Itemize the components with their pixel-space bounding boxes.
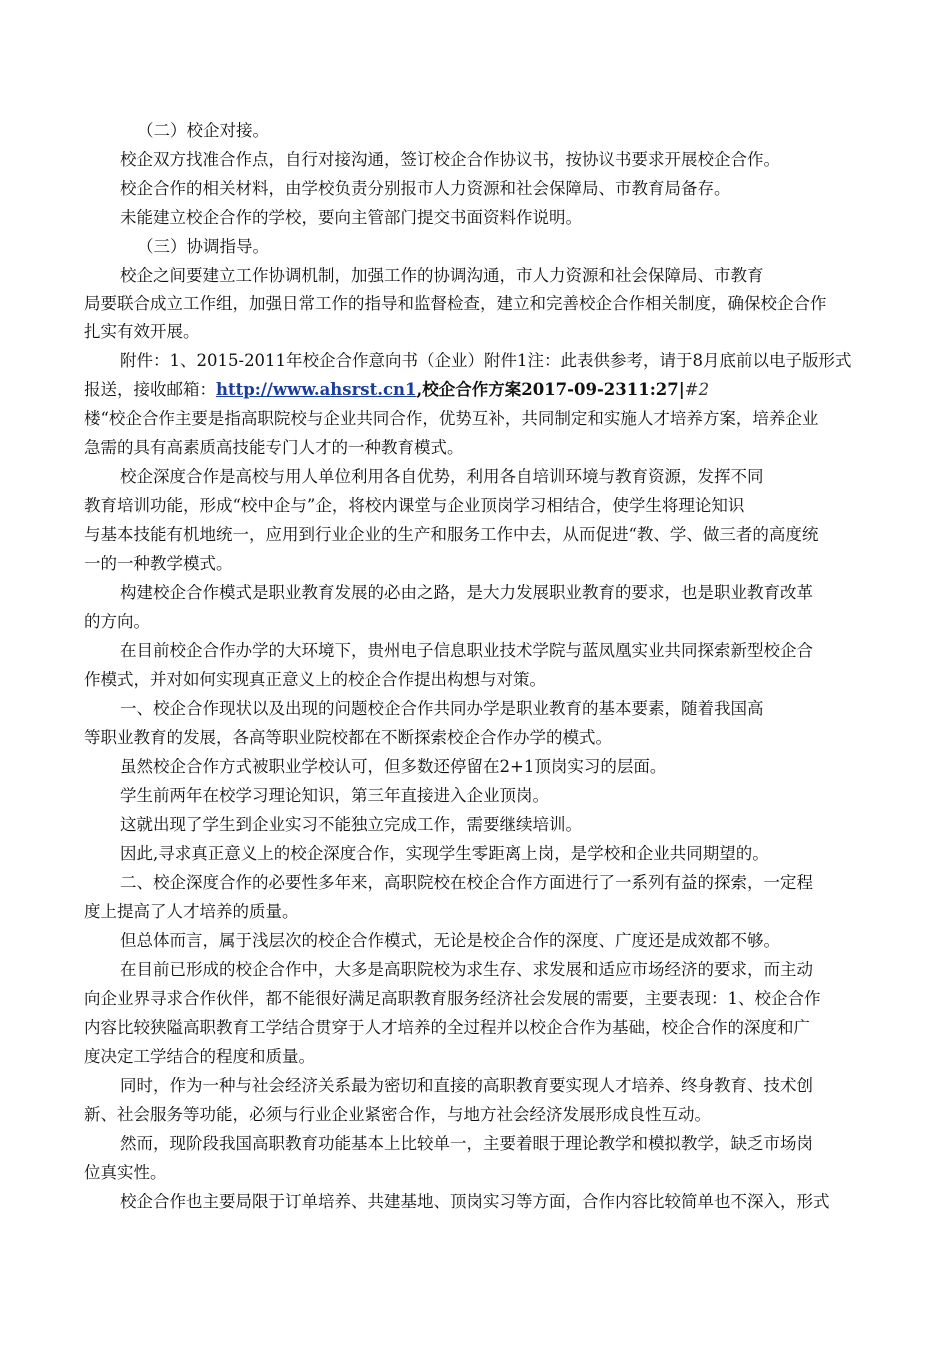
paragraph-line: 位真实性。 <box>84 1163 167 1182</box>
attachment-line: 附件：1、2015-2011年校企合作意向书（企业）附件1注：此表供参考，请于8月底前以电子版形式 <box>120 351 852 370</box>
paragraph-line: 校企双方找准合作点，自行对接沟通，签订校企合作协议书，按协议书要求开展校企合作。 <box>120 150 780 169</box>
paragraph-line: 同时，作为一种与社会经济关系最为密切和直接的高职教育要实现人才培养、终身教育、技术创 <box>120 1076 813 1095</box>
paragraph-line: 二、校企深度合作的必要性多年来，高职院校在校企合作方面进行了一系列有益的探索，一定程 <box>120 873 813 892</box>
paragraph-line: 度决定工学结合的程度和质量。 <box>84 1047 315 1066</box>
paragraph-line: 学生前两年在校学习理论知识，第三年直接进入企业顶岗。 <box>120 786 549 805</box>
paragraph-line: 校企深度合作是高校与用人单位利用各自优势，利用各自培训环境与教育资源，发挥不同 <box>120 467 764 486</box>
paragraph-line: 这就出现了学生到企业实习不能独立完成工作，需要继续培训。 <box>120 815 582 834</box>
email-link[interactable]: http://www.ahsrst.cn1 <box>216 380 417 399</box>
paragraph-line: 虽然校企合作方式被职业学校认可，但多数还停留在2+1顶岗实习的层面。 <box>120 757 667 776</box>
section-heading-2: （二）校企对接。 <box>137 121 269 140</box>
paragraph-line: 局要联合成立工作组，加强日常工作的指导和监督检查，建立和完善校企合作相关制度，确保校企合作 <box>84 294 827 313</box>
email-prefix: 报送，接收邮箱： <box>84 380 216 399</box>
paragraph-line: 构建校企合作模式是职业教育发展的必由之路，是大力发展职业教育的要求，也是职业教育改革 <box>120 583 813 602</box>
email-line <box>84 380 709 400</box>
paragraph-line: 校企合作也主要局限于订单培养、共建基地、顶岗实习等方面，合作内容比较简单也不深入，形式 <box>120 1192 830 1211</box>
paragraph-line: 新、社会服务等功能，必须与行业企业紧密合作，与地方社会经济发展形成良性互动。 <box>84 1105 711 1124</box>
paragraph-line: 一、校企合作现状以及出现的问题校企合作共同办学是职业教育的基本要素，随着我国高 <box>120 699 764 718</box>
paragraph-line: 在目前校企合作办学的大环境下，贵州电子信息职业技术学院与蓝凤凰实业共同探索新型校企合 <box>120 641 813 660</box>
paragraph-line: 度上提高了人才培养的质量。 <box>84 902 299 921</box>
paragraph-line: 楼“校企合作主要是指高职院校与企业共同合作，优势互补，共同制定和实施人才培养方案，培养企业 <box>84 409 819 428</box>
paragraph-line: 与基本技能有机地统一，应用到行业企业的生产和服务工作中去，从而促进“教、学、做三者的高度统 <box>84 525 819 544</box>
paragraph-line: 内容比较狭隘高职教育工学结合贯穿于人才培养的全过程并以校企合作为基础，校企合作的深度和广 <box>84 1018 810 1037</box>
paragraph-line: 未能建立校企合作的学校，要向主管部门提交书面资料作说明。 <box>120 208 582 227</box>
paragraph-line: 一的一种教学模式。 <box>84 554 233 573</box>
paragraph-line: 等职业教育的发展，各高等职业院校都在不断探索校企合作办学的模式。 <box>84 728 612 747</box>
paragraph-line: 急需的具有高素质高技能专门人才的一种教育模式。 <box>84 438 464 457</box>
post-tag: #2 <box>684 380 710 399</box>
paragraph-line: 然而，现阶段我国高职教育功能基本上比较单一，主要着眼于理论教学和模拟教学，缺乏市场岗 <box>120 1134 813 1153</box>
section-heading-3: （三）协调指导。 <box>137 237 269 256</box>
paragraph-line: 作模式，并对如何实现真正意义上的校企合作提出构想与对策。 <box>84 670 546 689</box>
paragraph-line: 但总体而言，属于浅层次的校企合作模式，无论是校企合作的深度、广度还是成效都不够。 <box>120 931 780 950</box>
paragraph-line: 在目前已形成的校企合作中，大多是高职院校为求生存、求发展和适应市场经济的要求，而主动 <box>120 960 813 979</box>
paragraph-line: 扎实有效开展。 <box>84 322 200 341</box>
paragraph-line: 的方向。 <box>84 612 150 631</box>
paragraph-line: 因此,寻求真正意义上的校企深度合作，实现学生零距离上岗，是学校和企业共同期望的。 <box>120 844 769 863</box>
paragraph-line: 向企业界寻求合作伙伴，都不能很好满足高职教育服务经济社会发展的需要，主要表现：1、校企合作 <box>84 989 821 1008</box>
email-suffix: ,校企合作方案2017-09-2311:27| <box>416 380 685 399</box>
paragraph-line: 校企之间要建立工作协调机制，加强工作的协调沟通，市人力资源和社会保障局、市教育 <box>120 266 764 285</box>
paragraph-line: 教育培训功能，形成“校中企与”企，将校内课堂与企业顶岗学习相结合，使学生将理论知识 <box>84 496 745 515</box>
paragraph-line: 校企合作的相关材料，由学校负责分别报市人力资源和社会保障局、市教育局备存。 <box>120 179 731 198</box>
